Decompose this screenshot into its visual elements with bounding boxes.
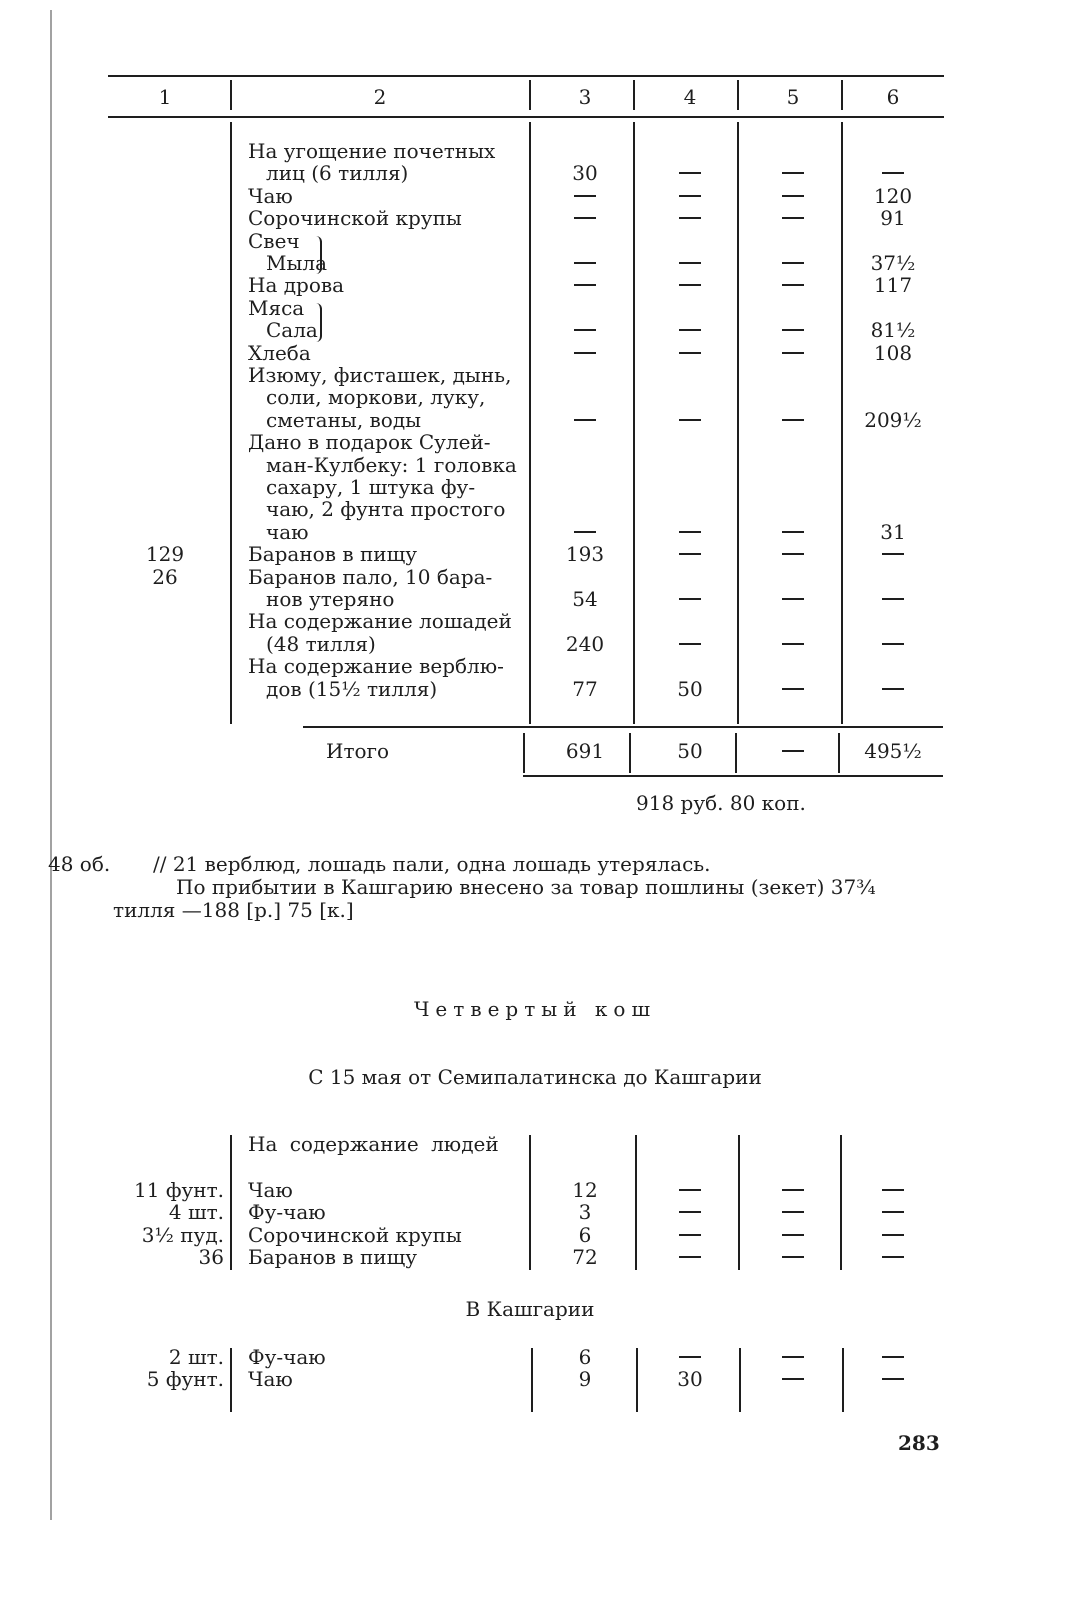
table2-value-c6-dash: [882, 1234, 904, 1236]
table2-value-c5-dash: [782, 1256, 804, 1258]
row-label-line: Чаю: [248, 183, 293, 208]
note-line-1: // 21 верблюд, лошадь пали, одна лошадь утерялась.: [153, 852, 711, 876]
kashgar-column-divider-3: [636, 1348, 638, 1412]
row-value-c4-dash: [679, 195, 701, 197]
row-value-c5-dash: [782, 598, 804, 600]
column-header-3: 3: [578, 85, 592, 109]
row-value-c4-dash: [679, 553, 701, 555]
header-column-divider-3: [633, 80, 635, 110]
scan-edge-line: [50, 10, 52, 1520]
header-column-divider-4: [737, 80, 739, 110]
total-column-divider-3: [735, 733, 737, 773]
kashgar-column-divider-2: [531, 1348, 533, 1412]
row-label-line: сахару, 1 штука фу-: [266, 475, 476, 499]
total-column-divider-1: [523, 733, 525, 773]
row-value-c3-dash: [574, 419, 596, 421]
row-value-c5-dash: [782, 195, 804, 197]
table2-quantity: 11 фунт.: [134, 1178, 224, 1202]
row-value-c6: 108: [873, 340, 913, 365]
row-value-c6-dash: [882, 172, 904, 174]
table2-value-c4-dash: [679, 1189, 701, 1191]
table-header-rule: [108, 116, 944, 118]
kashgar-value-c4: 30: [677, 1367, 703, 1392]
kashgar-item: Фу-чаю: [248, 1345, 326, 1369]
row-value-c3: 30: [572, 161, 598, 186]
row-label-line: Сорочинской крупы: [248, 206, 462, 231]
row-quantity: 129: [145, 542, 185, 567]
table2-value-c3: 6: [578, 1222, 592, 1247]
row-label-line: Баранов в пищу: [248, 542, 417, 567]
kashgar-value-c6-dash: [882, 1378, 904, 1380]
kashgar-column-divider-1: [230, 1348, 232, 1412]
row-label-line: чаю, 2 фунта простого: [266, 497, 506, 522]
table2-heading: На содержание людей: [248, 1132, 499, 1156]
row-value-c6: 117: [873, 273, 913, 298]
row-value-c6-dash: [882, 688, 904, 690]
row-value-c6: 37½: [870, 251, 916, 275]
table2-value-c6-dash: [882, 1256, 904, 1258]
row-label-line: Свеч: [248, 228, 300, 253]
row-value-c4-dash: [679, 598, 701, 600]
row-value-c6: 31: [880, 519, 906, 544]
kashgar-column-divider-5: [842, 1348, 844, 1412]
row-label-line: Изюму, фисташек, дынь,: [248, 363, 512, 387]
row-label-line: На содержание лошадей: [248, 609, 512, 634]
table2-item: Фу-чаю: [248, 1200, 326, 1225]
table2-value-c4-dash: [679, 1211, 701, 1213]
row-label-line: На содержание верблю-: [248, 654, 504, 679]
row-value-c3-dash: [574, 329, 596, 331]
kashgar-value-c5-dash: [782, 1356, 804, 1358]
row-value-c4-dash: [679, 531, 701, 533]
table2-column-divider-4: [738, 1135, 740, 1270]
section-title: Четвертый кош: [413, 997, 657, 1021]
row-label-line: На дрова: [248, 273, 345, 298]
row-value-c3-dash: [574, 284, 596, 286]
table2-item: Сорочинской крупы: [248, 1222, 462, 1247]
column-header-4: 4: [683, 85, 697, 109]
row-value-c5-dash: [782, 643, 804, 645]
row-value-c5-dash: [782, 419, 804, 421]
grouping-brace: [314, 236, 322, 275]
column-header-2: 2: [373, 85, 387, 109]
row-value-c3-dash: [574, 352, 596, 354]
column-header-6: 6: [886, 85, 900, 109]
row-value-c3-dash: [574, 195, 596, 197]
body-column-divider-5: [841, 122, 843, 724]
row-label-line: соли, моркови, луку,: [266, 385, 486, 410]
total-label: Итого: [326, 739, 390, 763]
row-label-line: (48 тилля): [266, 631, 376, 656]
row-value-c5-dash: [782, 217, 804, 219]
table2-quantity: 4 шт.: [168, 1200, 224, 1225]
total-value-c5-dash: [782, 750, 804, 752]
total-value-c3: 691: [565, 739, 605, 763]
row-label-line: Мыла: [266, 251, 328, 275]
body-column-divider-4: [737, 122, 739, 724]
header-column-divider-1: [230, 80, 232, 110]
row-value-c5-dash: [782, 553, 804, 555]
kashgar-value-c5-dash: [782, 1378, 804, 1380]
grouping-brace: [314, 303, 322, 342]
row-value-c5-dash: [782, 352, 804, 354]
table2-column-divider-5: [840, 1135, 842, 1270]
row-label-line: Баранов пало, 10 бара-: [248, 564, 493, 589]
row-value-c6: 81½: [870, 318, 916, 343]
table2-value-c3: 3: [578, 1200, 592, 1225]
table2-value-c6-dash: [882, 1211, 904, 1213]
total-top-rule: [303, 726, 943, 728]
total-bottom-rule: [523, 775, 943, 777]
table2-item: Баранов в пищу: [248, 1245, 417, 1270]
table2-value-c3: 12: [572, 1178, 598, 1202]
section-subtitle: С 15 мая от Семипалатинска до Кашгарии: [308, 1065, 762, 1089]
row-value-c4-dash: [679, 352, 701, 354]
row-value-c6-dash: [882, 598, 904, 600]
kashgar-item: Чаю: [248, 1367, 293, 1392]
row-value-c5-dash: [782, 329, 804, 331]
page-number: 283: [898, 1431, 940, 1455]
row-value-c3-dash: [574, 262, 596, 264]
row-label-line: сметаны, воды: [266, 407, 422, 432]
row-value-c6-dash: [882, 643, 904, 645]
row-label-line: ман-Кулбеку: 1 головка: [266, 452, 517, 477]
row-value-c3: 240: [565, 631, 605, 656]
table2-value-c4-dash: [679, 1256, 701, 1258]
kashgar-value-c4-dash: [679, 1356, 701, 1358]
row-label-line: Хлеба: [248, 340, 311, 365]
row-value-c3-dash: [574, 217, 596, 219]
kashgar-value-c6-dash: [882, 1356, 904, 1358]
total-value-c4: 50: [677, 739, 703, 763]
body-column-divider-3: [633, 122, 635, 724]
header-column-divider-2: [529, 80, 531, 110]
row-value-c4-dash: [679, 172, 701, 174]
table2-value-c5-dash: [782, 1234, 804, 1236]
table2-column-divider-2: [529, 1135, 531, 1270]
kashgar-quantity: 2 шт.: [168, 1345, 224, 1369]
note-line-3: тилля —188 [р.] 75 [к.]: [113, 898, 354, 922]
row-value-c3-dash: [574, 531, 596, 533]
kashgar-title: В Кашгарии: [465, 1297, 595, 1321]
kashgar-quantity: 5 фунт.: [146, 1367, 224, 1392]
total-value-c6: 495½: [864, 739, 922, 763]
row-label-line: Мяса: [248, 295, 305, 320]
row-label-line: дов (15½ тилля): [266, 676, 438, 701]
row-value-c6: 209½: [864, 407, 922, 432]
row-quantity: 26: [152, 564, 178, 589]
row-value-c3: 193: [565, 542, 605, 567]
header-column-divider-5: [841, 80, 843, 110]
table2-value-c3: 72: [572, 1245, 598, 1270]
table2-column-divider-3: [635, 1135, 637, 1270]
row-value-c3: 77: [572, 676, 598, 701]
table2-value-c5-dash: [782, 1211, 804, 1213]
table2-quantity: 36: [198, 1245, 224, 1270]
table2-item: Чаю: [248, 1178, 293, 1202]
table2-column-divider-1: [230, 1135, 232, 1270]
row-label-line: нов утеряно: [266, 587, 395, 611]
row-value-c5-dash: [782, 284, 804, 286]
body-column-divider-2: [529, 122, 531, 724]
sum-text: 918 руб. 80 коп.: [636, 791, 806, 815]
row-label-line: Сала: [266, 318, 318, 343]
row-label-line: лиц (6 тилля): [266, 161, 409, 186]
column-header-1: 1: [158, 85, 172, 109]
body-column-divider-1: [230, 122, 232, 724]
note-line-2: По прибытии в Кашгарию внесено за товар пошлины (зекет) 37¾: [176, 875, 876, 899]
row-label-line: чаю: [266, 519, 309, 544]
kashgar-column-divider-4: [739, 1348, 741, 1412]
row-value-c4-dash: [679, 262, 701, 264]
row-value-c4-dash: [679, 419, 701, 421]
row-value-c4: 50: [677, 676, 703, 701]
table2-value-c5-dash: [782, 1189, 804, 1191]
kashgar-value-c3: 9: [578, 1367, 592, 1392]
row-value-c6: 91: [880, 206, 906, 231]
row-value-c3: 54: [572, 587, 598, 611]
row-value-c5-dash: [782, 262, 804, 264]
kashgar-value-c3: 6: [578, 1345, 592, 1369]
row-value-c5-dash: [782, 172, 804, 174]
table2-quantity: 3½ пуд.: [141, 1222, 224, 1247]
table2-value-c6-dash: [882, 1189, 904, 1191]
row-value-c4-dash: [679, 217, 701, 219]
row-value-c6: 120: [873, 183, 913, 208]
row-value-c5-dash: [782, 688, 804, 690]
row-label-line: На угощение почетных: [248, 139, 496, 163]
row-value-c5-dash: [782, 531, 804, 533]
margin-folio-note: 48 об.: [48, 852, 111, 876]
row-label-line: Дано в подарок Сулей-: [248, 430, 491, 455]
row-value-c4-dash: [679, 329, 701, 331]
row-value-c4-dash: [679, 643, 701, 645]
total-column-divider-4: [838, 733, 840, 773]
table-top-rule: [108, 75, 944, 77]
row-value-c4-dash: [679, 284, 701, 286]
row-value-c6-dash: [882, 553, 904, 555]
table2-value-c4-dash: [679, 1234, 701, 1236]
column-header-5: 5: [786, 85, 800, 109]
